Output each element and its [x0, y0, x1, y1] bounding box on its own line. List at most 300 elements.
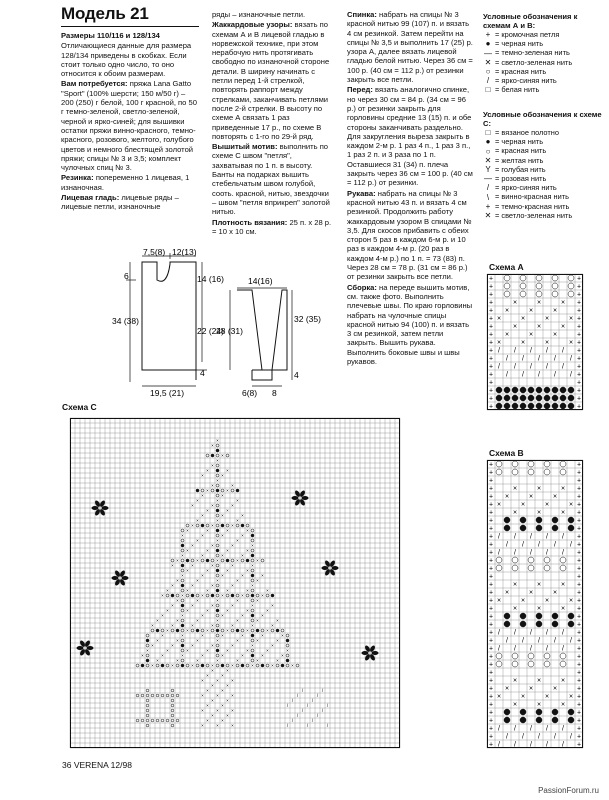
svg-text:+: +: [488, 597, 494, 605]
svg-text:+: +: [576, 613, 582, 621]
svg-text:/: /: [530, 363, 532, 371]
svg-text:+: +: [576, 701, 582, 709]
svg-text:+: +: [488, 387, 494, 395]
back-dim-armhole: 14 (16): [197, 274, 224, 284]
svg-text:×: ×: [276, 638, 279, 643]
sleeve-dim-length: 28 (31): [216, 326, 243, 336]
svg-text:/: /: [326, 723, 329, 728]
svg-text:+: +: [488, 291, 494, 299]
svg-text:/: /: [562, 347, 564, 355]
scheme-c-label: Схема С: [62, 402, 97, 412]
svg-text:×: ×: [171, 603, 174, 608]
svg-text:/: /: [538, 733, 540, 741]
svg-text:/: /: [514, 347, 516, 355]
svg-text:×: ×: [231, 623, 234, 628]
svg-text:×: ×: [528, 493, 534, 501]
svg-text:×: ×: [266, 588, 269, 593]
svg-text:/: /: [321, 708, 324, 713]
svg-text:/: /: [514, 363, 516, 371]
svg-text:+: +: [488, 323, 494, 331]
svg-text:/: /: [291, 698, 294, 703]
svg-text:×: ×: [211, 463, 214, 468]
legend-item: [483, 146, 605, 155]
svg-text:×: ×: [512, 677, 518, 685]
svg-text:+: +: [576, 733, 582, 741]
svg-text:+: +: [576, 363, 582, 371]
svg-text:×: ×: [176, 558, 179, 563]
svg-text:/: /: [554, 637, 556, 645]
svg-text:×: ×: [211, 623, 214, 628]
svg-text:×: ×: [216, 618, 219, 623]
svg-text:+: +: [488, 693, 494, 701]
svg-text:×: ×: [256, 578, 259, 583]
svg-text:×: ×: [196, 558, 199, 563]
svg-text:/: /: [306, 703, 309, 708]
materials-heading: Вам потребуется:: [61, 79, 128, 89]
svg-text:/: /: [306, 723, 309, 728]
svg-text:/: /: [530, 629, 532, 637]
svg-text:+: +: [576, 661, 582, 669]
svg-text:+: +: [488, 565, 494, 573]
svg-text:×: ×: [231, 723, 234, 728]
legend-symbol: +: [485, 201, 491, 211]
svg-text:×: ×: [191, 663, 194, 668]
svg-text:/: /: [514, 725, 516, 733]
svg-text:×: ×: [231, 603, 234, 608]
svg-text:/: /: [562, 533, 564, 541]
svg-text:×: ×: [231, 583, 234, 588]
svg-text:×: ×: [191, 543, 194, 548]
svg-text:×: ×: [271, 623, 274, 628]
svg-text:+: +: [576, 597, 582, 605]
svg-text:×: ×: [236, 658, 239, 663]
svg-text:×: ×: [536, 581, 542, 589]
svg-text:×: ×: [266, 628, 269, 633]
legend-item: [483, 58, 605, 67]
legend-symbol: Y: [485, 164, 491, 174]
svg-text:×: ×: [206, 488, 209, 493]
svg-text:+: +: [488, 371, 494, 379]
legend-label: = вязаное полотно: [495, 128, 559, 137]
svg-text:+: +: [488, 525, 494, 533]
svg-text:+: +: [576, 315, 582, 323]
stockinette-cont: ряды – изнаночные петли.: [212, 10, 306, 19]
svg-text:×: ×: [536, 299, 542, 307]
svg-text:/: /: [570, 355, 572, 363]
assembly-heading: Сборка:: [347, 282, 377, 292]
svg-text:+: +: [576, 621, 582, 629]
legend-label: = черная нить: [495, 137, 544, 147]
svg-text:+: +: [576, 629, 582, 637]
svg-text:×: ×: [216, 458, 219, 463]
svg-text:×: ×: [171, 583, 174, 588]
svg-text:/: /: [506, 541, 508, 549]
svg-text:×: ×: [231, 503, 234, 508]
svg-text:/: /: [554, 733, 556, 741]
svg-text:+: +: [576, 685, 582, 693]
svg-text:/: /: [286, 703, 289, 708]
jacquard-heading: Жаккардовые узоры:: [212, 20, 293, 30]
svg-text:×: ×: [156, 658, 159, 663]
svg-text:×: ×: [256, 598, 259, 603]
svg-text:×: ×: [544, 597, 550, 605]
svg-text:×: ×: [151, 623, 154, 628]
svg-text:+: +: [488, 653, 494, 661]
sleeve-dim-top: 14(16): [248, 276, 273, 286]
legend-symbol: □: [485, 128, 491, 138]
legend-symbol: ✕: [484, 155, 492, 165]
svg-text:+: +: [488, 549, 494, 557]
svg-text:×: ×: [261, 653, 264, 658]
svg-text:×: ×: [231, 678, 234, 683]
svg-text:/: /: [514, 741, 516, 749]
svg-text:/: /: [554, 371, 556, 379]
legend-item: [483, 137, 605, 146]
legend-label: = светло-зеленая нить: [495, 210, 573, 220]
rib-text: попеременно 1 лицевая, 1 изнаночная.: [61, 173, 190, 192]
legend-item: [483, 192, 605, 201]
svg-text:×: ×: [191, 583, 194, 588]
back-heading: Спинка:: [347, 10, 377, 19]
svg-text:+: +: [576, 581, 582, 589]
back-dim-shoulder: 12(13): [172, 247, 197, 257]
svg-text:×: ×: [201, 723, 204, 728]
embroidery-heading: Вышитый мотив:: [212, 142, 278, 152]
watermark: PassionForum.ru: [538, 786, 599, 795]
front-heading: Перед:: [347, 85, 373, 95]
svg-text:+: +: [488, 669, 494, 677]
svg-text:×: ×: [221, 473, 224, 478]
svg-text:×: ×: [221, 633, 224, 638]
svg-text:×: ×: [196, 618, 199, 623]
svg-text:+: +: [488, 589, 494, 597]
svg-text:×: ×: [221, 688, 224, 693]
svg-text:×: ×: [151, 663, 154, 668]
svg-text:+: +: [488, 395, 494, 403]
materials-text: пряжа Lana Gatto "Sport" (100% шерсти; 150 м/50 г) – 200 (250) г белой, 100 г красной, по 50 г темно-зеленой, светло-зеленой, черной и ярко-синей; для вышивки остатки пряжи винно-красного, темно-красного, розового, желтого, голубого цветов и немного блестящей золотой пряжи; спицы № 3 и 3,5; комплект чулочных спиц № 3.: [61, 79, 197, 173]
svg-text:×: ×: [196, 498, 199, 503]
svg-text:×: ×: [261, 573, 264, 578]
svg-text:×: ×: [496, 501, 502, 509]
svg-text:×: ×: [251, 603, 254, 608]
svg-text:×: ×: [504, 331, 510, 339]
svg-text:×: ×: [241, 653, 244, 658]
svg-text:+: +: [488, 501, 494, 509]
svg-text:/: /: [311, 718, 314, 723]
svg-text:×: ×: [231, 483, 234, 488]
svg-text:×: ×: [276, 618, 279, 623]
svg-text:×: ×: [221, 593, 224, 598]
body-piece-outline: [142, 262, 196, 380]
svg-text:×: ×: [156, 618, 159, 623]
svg-text:×: ×: [512, 323, 518, 331]
svg-text:×: ×: [201, 533, 204, 538]
svg-text:×: ×: [211, 663, 214, 668]
jacquard-text: вязать по схемам А и В лицевой гладью в норвежской технике, при этом нерабочую нить протягивать свободно по изнаночной стороне детали. В ширину начинать с петли перед 1-й стрелкой, повторять раппорт между стрелками, заканчивать петлями после 2-й стрелки. В высоту по схеме А связать 1 раз приведенные 17 р., по схеме В повторять с 1-го по 29-й ряд.: [212, 20, 330, 141]
column-2: [212, 10, 334, 237]
svg-text:+: +: [488, 379, 494, 387]
svg-text:×: ×: [226, 548, 229, 553]
svg-text:/: /: [546, 741, 548, 749]
svg-text:×: ×: [211, 683, 214, 688]
svg-text:×: ×: [186, 628, 189, 633]
svg-text:+: +: [576, 509, 582, 517]
legend-symbol: —: [484, 48, 492, 58]
svg-text:×: ×: [181, 573, 184, 578]
svg-text:×: ×: [504, 589, 510, 597]
column-1: [61, 31, 198, 213]
svg-text:×: ×: [211, 713, 214, 718]
svg-text:×: ×: [568, 597, 574, 605]
svg-text:×: ×: [241, 573, 244, 578]
svg-text:×: ×: [206, 508, 209, 513]
svg-text:×: ×: [161, 653, 164, 658]
svg-text:×: ×: [236, 598, 239, 603]
legend-ab: [483, 12, 605, 94]
svg-text:×: ×: [276, 658, 279, 663]
svg-text:×: ×: [512, 605, 518, 613]
svg-text:×: ×: [201, 708, 204, 713]
svg-text:/: /: [538, 541, 540, 549]
back-dim-neck-depth: 6: [124, 271, 129, 281]
svg-text:+: +: [488, 275, 494, 283]
svg-text:+: +: [576, 387, 582, 395]
svg-text:×: ×: [221, 703, 224, 708]
svg-text:×: ×: [201, 633, 204, 638]
svg-text:×: ×: [191, 643, 194, 648]
svg-text:/: /: [291, 718, 294, 723]
svg-text:/: /: [316, 693, 319, 698]
svg-text:×: ×: [271, 663, 274, 668]
back-text: набрать на спицы № 3 красной нитью 99 (107) п. и вязать 4 см резинкой. Затем перейти на спицы № 3,5 и выполнить 17 (25) р. узора А, далее вязать лицевой гладью белой нитью. Через 36 см = 100 р. (40 см = 112 р.) от резинки закрыть все петли.: [347, 10, 473, 85]
svg-text:×: ×: [246, 528, 249, 533]
svg-text:/: /: [530, 549, 532, 557]
svg-text:×: ×: [261, 593, 264, 598]
svg-text:×: ×: [176, 638, 179, 643]
svg-text:×: ×: [552, 493, 558, 501]
legend-item: [483, 39, 605, 48]
gauge-text: 25 п. х 28 р. = 10 х 10 см.: [212, 217, 332, 236]
legend-c-list: [483, 128, 605, 220]
svg-text:×: ×: [246, 548, 249, 553]
svg-text:×: ×: [226, 528, 229, 533]
svg-text:×: ×: [560, 677, 566, 685]
svg-text:×: ×: [211, 583, 214, 588]
svg-text:×: ×: [536, 677, 542, 685]
svg-text:×: ×: [560, 485, 566, 493]
svg-text:×: ×: [512, 485, 518, 493]
svg-text:×: ×: [520, 501, 526, 509]
sleeves-heading: Рукава:: [347, 188, 376, 198]
svg-text:/: /: [570, 541, 572, 549]
svg-text:×: ×: [496, 315, 502, 323]
page-title: Модель 21: [61, 4, 149, 23]
gauge-heading: Плотность вязания:: [212, 217, 288, 227]
svg-text:+: +: [576, 307, 582, 315]
legend-label: = белая нить: [495, 85, 540, 95]
svg-text:×: ×: [560, 605, 566, 613]
svg-text:/: /: [514, 549, 516, 557]
svg-text:×: ×: [221, 718, 224, 723]
svg-text:+: +: [576, 677, 582, 685]
svg-text:/: /: [562, 645, 564, 653]
svg-text:+: +: [488, 645, 494, 653]
svg-text:×: ×: [186, 648, 189, 653]
svg-text:+: +: [576, 371, 582, 379]
svg-text:/: /: [498, 629, 500, 637]
svg-text:×: ×: [221, 493, 224, 498]
legend-symbol: □: [485, 85, 491, 95]
legend-item: [483, 174, 605, 183]
svg-text:+: +: [488, 533, 494, 541]
svg-text:×: ×: [211, 643, 214, 648]
svg-text:/: /: [522, 733, 524, 741]
back-dim-side: 22 (24): [197, 326, 224, 336]
svg-text:+: +: [488, 741, 494, 749]
svg-text:×: ×: [221, 453, 224, 458]
svg-text:×: ×: [226, 698, 229, 703]
legend-symbol: —: [484, 174, 492, 184]
svg-text:×: ×: [206, 673, 209, 678]
svg-text:+: +: [576, 637, 582, 645]
svg-text:+: +: [488, 469, 494, 477]
svg-text:/: /: [546, 725, 548, 733]
svg-text:/: /: [530, 645, 532, 653]
svg-text:/: /: [506, 355, 508, 363]
svg-text:×: ×: [504, 685, 510, 693]
legend-item: [483, 48, 605, 57]
svg-text:×: ×: [552, 331, 558, 339]
svg-text:×: ×: [226, 468, 229, 473]
svg-text:×: ×: [176, 598, 179, 603]
svg-text:/: /: [506, 733, 508, 741]
svg-text:×: ×: [251, 663, 254, 668]
legend-label: = розовая нить: [495, 174, 547, 184]
svg-text:×: ×: [226, 648, 229, 653]
svg-text:×: ×: [241, 613, 244, 618]
svg-text:+: +: [488, 347, 494, 355]
svg-text:+: +: [576, 331, 582, 339]
svg-text:/: /: [498, 347, 500, 355]
svg-text:/: /: [498, 725, 500, 733]
svg-text:×: ×: [201, 573, 204, 578]
svg-text:×: ×: [226, 508, 229, 513]
svg-text:×: ×: [256, 618, 259, 623]
svg-text:×: ×: [201, 553, 204, 558]
svg-text:+: +: [488, 557, 494, 565]
svg-text:×: ×: [161, 593, 164, 598]
svg-text:+: +: [488, 661, 494, 669]
svg-text:×: ×: [211, 698, 214, 703]
svg-text:×: ×: [226, 608, 229, 613]
svg-text:+: +: [488, 717, 494, 725]
svg-text:×: ×: [161, 633, 164, 638]
svg-text:×: ×: [216, 598, 219, 603]
svg-text:×: ×: [568, 693, 574, 701]
svg-text:×: ×: [241, 633, 244, 638]
svg-text:/: /: [570, 733, 572, 741]
legend-symbol: ○: [485, 66, 491, 76]
scheme-a-grid: [487, 274, 587, 416]
svg-text:+: +: [576, 501, 582, 509]
svg-text:×: ×: [251, 563, 254, 568]
legend-symbol: ●: [485, 39, 491, 49]
svg-text:×: ×: [251, 583, 254, 588]
svg-text:/: /: [530, 741, 532, 749]
svg-text:×: ×: [236, 558, 239, 563]
svg-text:×: ×: [166, 648, 169, 653]
svg-text:×: ×: [251, 623, 254, 628]
scheme-c-grid: [70, 418, 402, 750]
svg-text:×: ×: [216, 693, 219, 698]
svg-text:×: ×: [211, 503, 214, 508]
svg-text:×: ×: [226, 568, 229, 573]
svg-text:×: ×: [201, 473, 204, 478]
svg-text:×: ×: [181, 533, 184, 538]
svg-text:×: ×: [191, 603, 194, 608]
svg-text:×: ×: [251, 643, 254, 648]
svg-text:×: ×: [216, 678, 219, 683]
svg-text:/: /: [530, 725, 532, 733]
svg-text:+: +: [488, 725, 494, 733]
svg-text:×: ×: [166, 628, 169, 633]
legend-label: = винно-красная нить: [495, 192, 570, 202]
legend-label: = ярко-синяя нить: [495, 76, 557, 86]
svg-text:×: ×: [544, 339, 550, 347]
svg-text:+: +: [576, 533, 582, 541]
svg-text:×: ×: [236, 538, 239, 543]
svg-text:×: ×: [216, 438, 219, 443]
svg-text:×: ×: [236, 498, 239, 503]
svg-text:×: ×: [256, 638, 259, 643]
svg-text:×: ×: [206, 648, 209, 653]
svg-text:/: /: [301, 708, 304, 713]
legend-label: = красная нить: [495, 66, 547, 76]
sleeve-dimension-lines: [230, 288, 292, 386]
svg-text:+: +: [576, 541, 582, 549]
legend-item: [483, 128, 605, 137]
svg-text:/: /: [514, 629, 516, 637]
svg-text:+: +: [576, 461, 582, 469]
svg-text:/: /: [562, 629, 564, 637]
svg-text:×: ×: [520, 597, 526, 605]
svg-text:+: +: [488, 701, 494, 709]
svg-text:/: /: [506, 637, 508, 645]
svg-text:+: +: [488, 485, 494, 493]
svg-text:×: ×: [536, 509, 542, 517]
svg-text:×: ×: [226, 488, 229, 493]
svg-text:×: ×: [528, 331, 534, 339]
svg-text:+: +: [488, 493, 494, 501]
svg-text:×: ×: [216, 498, 219, 503]
svg-text:×: ×: [166, 608, 169, 613]
svg-text:×: ×: [226, 713, 229, 718]
svg-text:×: ×: [544, 693, 550, 701]
svg-text:×: ×: [560, 509, 566, 517]
svg-text:×: ×: [216, 638, 219, 643]
svg-text:×: ×: [236, 618, 239, 623]
svg-text:×: ×: [206, 703, 209, 708]
title-divider: [61, 26, 199, 27]
legend-symbol: /: [486, 183, 490, 193]
svg-text:+: +: [488, 403, 494, 411]
svg-text:/: /: [296, 693, 299, 698]
svg-text:/: /: [546, 629, 548, 637]
svg-text:+: +: [576, 347, 582, 355]
svg-text:×: ×: [206, 718, 209, 723]
svg-text:×: ×: [512, 701, 518, 709]
svg-text:+: +: [576, 379, 582, 387]
